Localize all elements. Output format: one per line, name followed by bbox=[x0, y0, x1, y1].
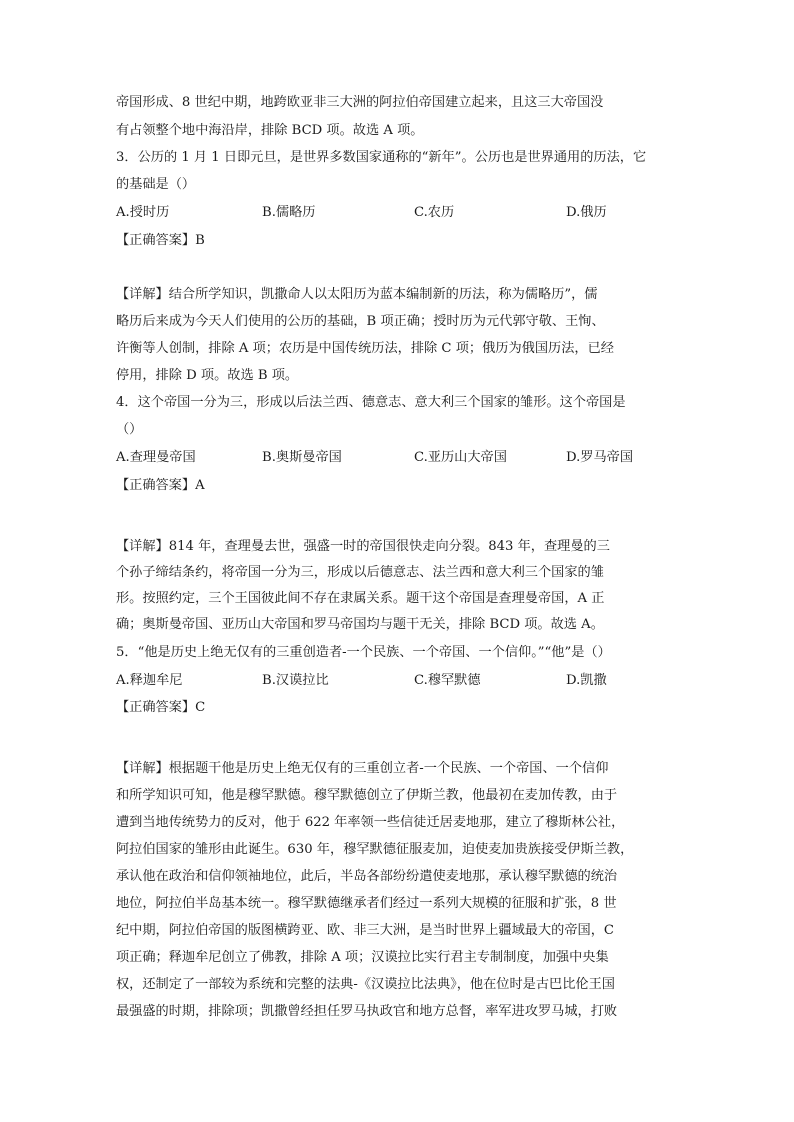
question-3-option-d: D.俄历 bbox=[566, 205, 607, 220]
question-3-option-c: C.农历 bbox=[414, 205, 455, 220]
question-5-detail: 地位，阿拉伯半岛基本统一。穆罕默德继承者们经过一系列大规模的征服和扩张，8 世 bbox=[116, 896, 617, 911]
question-4-option-d: D.罗马帝国 bbox=[566, 450, 634, 465]
text-line: 有占领整个地中海沿岸，排除 BCD 项。故选 A 项。 bbox=[116, 123, 424, 138]
question-5-detail: 最强盛的时期，排除项；凯撒曾经担任罗马执政官和地方总督，率军进攻罗马城，打败 bbox=[116, 1004, 618, 1019]
question-3-answer: 【正确答案】B bbox=[116, 233, 205, 248]
question-4-stem: （） bbox=[116, 422, 143, 437]
question-4-detail: 【详解】814 年，查理曼去世，强盛一时的帝国很快走向分裂。843 年，查理曼的三 bbox=[116, 539, 610, 554]
question-5-detail: 【详解】根据题干他是历史上绝无仅有的三重创立者-一个民族、一个帝国、一个信仰 bbox=[116, 761, 609, 776]
question-5-option-c: C.穆罕默德 bbox=[414, 673, 481, 688]
question-5-detail: 和所学知识可知，他是穆罕默德。穆罕默德创立了伊斯兰教，他最初在麦加传教，由于 bbox=[116, 788, 618, 803]
question-3-option-b: B.儒略历 bbox=[262, 205, 316, 220]
question-3-stem: 3．公历的 1 月 1 日即元旦，是世界多数国家通称的“新年”。公历也是世界通用的历法，它 bbox=[116, 150, 647, 165]
question-4-detail: 个孙子缔结条约，将帝国一分为三，形成以后德意志、法兰西和意大利三个国家的雏 bbox=[116, 565, 604, 580]
question-3-stem: 的基础是（） bbox=[116, 177, 196, 192]
question-4-option-b: B.奥斯曼帝国 bbox=[262, 450, 342, 465]
question-4-option-c: C.亚历山大帝国 bbox=[414, 450, 507, 465]
question-4-stem: 4．这个帝国一分为三，形成以后法兰西、德意志、意大利三个国家的雏形。这个帝国是 bbox=[116, 395, 626, 410]
question-5-stem: 5．“他是历史上绝无仅有的三重创造者-一个民族、一个帝国、一个信仰。”“他”是（） bbox=[116, 645, 611, 660]
question-3-option-a: A.授时历 bbox=[116, 205, 170, 220]
question-5-answer: 【正确答案】C bbox=[116, 700, 206, 715]
text-line: 帝国形成、8 世纪中期，地跨欧亚非三大洲的阿拉伯帝国建立起来，且这三大帝国没 bbox=[116, 95, 604, 110]
question-4-detail: 确；奥斯曼帝国、亚历山大帝国和罗马帝国均与题干无关，排除 BCD 项。故选 A。 bbox=[116, 617, 604, 632]
question-4-detail: 形。按照约定，三个王国彼此间不存在隶属关系。题干这个帝国是查理曼帝国，A 正 bbox=[116, 591, 605, 606]
question-5-detail: 纪中期，阿拉伯帝国的版图横跨亚、欧、非三大洲，是当时世界上疆域最大的帝国，C bbox=[116, 923, 615, 938]
question-3-detail: 【详解】结合所学知识，凯撒命人以太阳历为蓝本编制新的历法，称为儒略历”，儒 bbox=[116, 287, 598, 302]
question-4-answer: 【正确答案】A bbox=[116, 478, 205, 493]
question-5-detail: 承认他在政治和信仰领袖地位，此后，半岛各部纷纷遣使麦地那，承认穆罕默德的统治 bbox=[116, 869, 618, 884]
question-5-detail: 权，还制定了一部较为系统和完整的法典-《汉谟拉比法典》，他在位时是古巴比伦王国 bbox=[116, 977, 615, 992]
question-3-detail: 停用，排除 D 项。故选 B 项。 bbox=[116, 368, 299, 383]
question-3-detail: 略历后来成为今天人们使用的公历的基础，B 项正确；授时历为元代郭守敬、王恂、 bbox=[116, 314, 605, 329]
question-5-option-a: A.释迦牟尼 bbox=[116, 673, 183, 688]
question-5-detail: 遭到当地传统势力的反对，他于 622 年率领一些信徒迁居麦地那，建立了穆斯林公社， bbox=[116, 815, 625, 830]
question-5-detail: 项正确；释迦牟尼创立了佛教，排除 A 项；汉谟拉比实行君主专制制度，加强中央集 bbox=[116, 950, 609, 965]
question-4-option-a: A.查理曼帝国 bbox=[116, 450, 196, 465]
question-5-detail: 阿拉伯国家的雏形由此诞生。630 年，穆罕默德征服麦加，迫使麦加贵族接受伊斯兰教， bbox=[116, 842, 634, 857]
question-5-option-d: D.凯撒 bbox=[566, 673, 607, 688]
question-3-detail: 许衡等人创制，排除 A 项；农历是中国传统历法，排除 C 项；俄历为俄国历法，已经 bbox=[116, 341, 614, 356]
question-5-option-b: B.汉谟拉比 bbox=[262, 673, 329, 688]
